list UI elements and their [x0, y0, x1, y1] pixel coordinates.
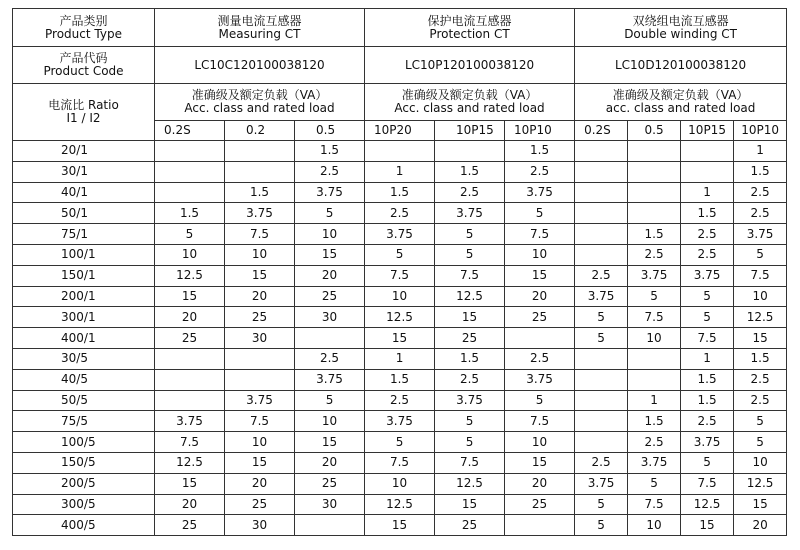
table-body — [13, 9, 787, 536]
value-cell — [295, 328, 365, 349]
value-cell: 20 — [505, 473, 575, 494]
value-cell: 7.5 — [435, 265, 505, 286]
value-cell: 5 — [295, 390, 365, 411]
value-cell: 5 — [681, 307, 734, 328]
ratio-cell: 200/5 — [13, 473, 155, 494]
ratio-cell: 150/1 — [13, 265, 155, 286]
group-protection-name-en: Protection CT — [429, 26, 510, 41]
value-cell: 20 — [155, 494, 225, 515]
ratio-label-zh: 电流比 Ratio — [48, 98, 119, 112]
group-protection-load — [365, 84, 575, 121]
value-cell: 3.75 — [365, 224, 435, 245]
value-cell: 5 — [575, 307, 628, 328]
value-cell: 7.5 — [734, 265, 787, 286]
group-double-winding-load-zh: 准确级及额定负载（VA） — [612, 88, 749, 102]
value-cell: 10 — [734, 286, 787, 307]
value-cell: 7.5 — [365, 452, 435, 473]
value-cell: 10 — [628, 515, 681, 536]
value-cell: 10 — [505, 244, 575, 265]
value-cell: 30 — [225, 328, 295, 349]
value-cell: 3.75 — [505, 182, 575, 203]
group-protection-code: LC10P120100038120 — [365, 47, 575, 84]
value-cell: 7.5 — [505, 411, 575, 432]
table-row — [13, 265, 787, 286]
table-row — [13, 244, 787, 265]
value-cell: 20 — [295, 452, 365, 473]
value-cell: 15 — [295, 432, 365, 453]
value-cell — [505, 515, 575, 536]
value-cell: 20 — [225, 473, 295, 494]
value-cell: 5 — [435, 411, 505, 432]
value-cell: 10 — [365, 286, 435, 307]
value-cell — [681, 141, 734, 162]
header-row-product-code — [13, 47, 787, 84]
value-cell: 1.5 — [295, 141, 365, 162]
value-cell — [575, 203, 628, 224]
value-cell: 2.5 — [628, 244, 681, 265]
value-cell: 5 — [575, 494, 628, 515]
value-cell: 20 — [155, 307, 225, 328]
value-cell: 10 — [365, 473, 435, 494]
value-cell — [225, 348, 295, 369]
value-cell: 12.5 — [365, 307, 435, 328]
group-measuring-name-en: Measuring CT — [218, 26, 301, 41]
table-row — [13, 182, 787, 203]
value-cell: 5 — [681, 286, 734, 307]
ratio-cell: 300/5 — [13, 494, 155, 515]
group-double-winding-name-en: Double winding CT — [624, 26, 737, 41]
value-cell — [575, 182, 628, 203]
group-measuring-name-zh: 测量电流互感器 — [217, 13, 302, 28]
value-cell — [575, 141, 628, 162]
value-cell — [681, 161, 734, 182]
value-cell: 7.5 — [435, 452, 505, 473]
value-cell: 5 — [365, 244, 435, 265]
value-cell: 15 — [225, 265, 295, 286]
value-cell — [225, 369, 295, 390]
value-cell: 12.5 — [681, 494, 734, 515]
value-cell — [365, 141, 435, 162]
product-code-label-zh: 产品代码 — [59, 51, 108, 65]
class-header: 10P15 — [681, 121, 734, 141]
value-cell: 5 — [734, 411, 787, 432]
value-cell: 2.5 — [681, 411, 734, 432]
ratio-cell: 150/5 — [13, 452, 155, 473]
value-cell: 5 — [505, 203, 575, 224]
value-cell: 10 — [505, 432, 575, 453]
value-cell: 20 — [225, 286, 295, 307]
class-header: 0.2 — [225, 121, 295, 141]
table-row — [13, 328, 787, 349]
value-cell: 2.5 — [681, 244, 734, 265]
value-cell: 1 — [681, 182, 734, 203]
value-cell: 15 — [435, 494, 505, 515]
value-cell — [225, 161, 295, 182]
ratio-cell: 40/1 — [13, 182, 155, 203]
value-cell: 3.75 — [295, 369, 365, 390]
value-cell: 7.5 — [155, 432, 225, 453]
value-cell: 1.5 — [155, 203, 225, 224]
value-cell: 5 — [734, 244, 787, 265]
value-cell: 20 — [734, 515, 787, 536]
value-cell: 5 — [575, 328, 628, 349]
value-cell: 7.5 — [225, 411, 295, 432]
value-cell: 2.5 — [505, 348, 575, 369]
value-cell — [628, 369, 681, 390]
ct-spec-table — [12, 8, 787, 536]
value-cell: 5 — [435, 432, 505, 453]
header-row-product-type — [13, 9, 787, 47]
value-cell — [628, 141, 681, 162]
value-cell — [628, 348, 681, 369]
table-row — [13, 286, 787, 307]
value-cell — [575, 348, 628, 369]
value-cell: 10 — [295, 411, 365, 432]
ratio-cell: 400/1 — [13, 328, 155, 349]
value-cell: 1.5 — [734, 161, 787, 182]
group-double-winding-name-zh: 双绕组电流互感器 — [632, 13, 729, 28]
value-cell — [155, 390, 225, 411]
value-cell: 1.5 — [505, 141, 575, 162]
ratio-cell: 100/1 — [13, 244, 155, 265]
value-cell: 1.5 — [628, 224, 681, 245]
value-cell: 3.75 — [575, 286, 628, 307]
group-measuring-code: LC10C120100038120 — [155, 47, 365, 84]
value-cell: 15 — [734, 328, 787, 349]
value-cell: 3.75 — [225, 390, 295, 411]
value-cell: 1 — [628, 390, 681, 411]
value-cell: 5 — [435, 224, 505, 245]
value-cell: 15 — [155, 473, 225, 494]
product-code-label — [13, 47, 155, 84]
group-double-winding-load — [575, 84, 787, 121]
value-cell: 3.75 — [628, 452, 681, 473]
value-cell: 10 — [628, 328, 681, 349]
table-row — [13, 432, 787, 453]
ratio-label — [13, 84, 155, 141]
value-cell: 25 — [505, 494, 575, 515]
group-protection-load-zh: 准确级及额定负载（VA） — [401, 88, 538, 102]
value-cell: 2.5 — [734, 390, 787, 411]
class-header: 10P15 — [435, 121, 505, 141]
product-type-label-en: Product Type — [45, 26, 122, 41]
value-cell: 10 — [225, 432, 295, 453]
value-cell: 5 — [365, 432, 435, 453]
value-cell: 2.5 — [734, 369, 787, 390]
value-cell — [155, 182, 225, 203]
product-type-label-zh: 产品类别 — [59, 13, 108, 28]
value-cell: 25 — [155, 515, 225, 536]
value-cell — [225, 141, 295, 162]
value-cell: 15 — [295, 244, 365, 265]
value-cell: 2.5 — [365, 203, 435, 224]
ratio-cell: 75/1 — [13, 224, 155, 245]
value-cell: 10 — [225, 244, 295, 265]
ratio-cell: 50/1 — [13, 203, 155, 224]
value-cell: 2.5 — [365, 390, 435, 411]
value-cell — [575, 224, 628, 245]
value-cell: 3.75 — [435, 390, 505, 411]
table-row — [13, 515, 787, 536]
value-cell: 1.5 — [365, 369, 435, 390]
group-double-winding-code: LC10D120100038120 — [575, 47, 787, 84]
value-cell: 20 — [505, 286, 575, 307]
table-row — [13, 141, 787, 162]
value-cell: 10 — [734, 452, 787, 473]
value-cell: 3.75 — [681, 432, 734, 453]
table-row — [13, 203, 787, 224]
table-row — [13, 390, 787, 411]
value-cell: 3.75 — [295, 182, 365, 203]
table-row — [13, 369, 787, 390]
value-cell: 30 — [295, 494, 365, 515]
product-code-label-en: Product Code — [43, 64, 124, 78]
class-header: 0.2S — [575, 121, 628, 141]
ratio-cell: 50/5 — [13, 390, 155, 411]
value-cell: 1.5 — [628, 411, 681, 432]
value-cell: 2.5 — [295, 161, 365, 182]
value-cell: 2.5 — [505, 161, 575, 182]
value-cell: 7.5 — [681, 473, 734, 494]
table-row — [13, 452, 787, 473]
value-cell: 12.5 — [435, 286, 505, 307]
value-cell: 1.5 — [681, 369, 734, 390]
ratio-cell: 200/1 — [13, 286, 155, 307]
table-row — [13, 411, 787, 432]
value-cell: 7.5 — [225, 224, 295, 245]
value-cell: 25 — [435, 328, 505, 349]
value-cell — [575, 432, 628, 453]
value-cell: 3.75 — [225, 203, 295, 224]
value-cell: 5 — [155, 224, 225, 245]
value-cell: 15 — [435, 307, 505, 328]
group-measuring-name — [155, 9, 365, 47]
value-cell: 1 — [734, 141, 787, 162]
table-row — [13, 224, 787, 245]
table-row — [13, 348, 787, 369]
value-cell: 5 — [628, 473, 681, 494]
group-double-winding-load-en: acc. class and rated load — [605, 101, 756, 115]
value-cell: 3.75 — [365, 411, 435, 432]
value-cell: 2.5 — [435, 182, 505, 203]
value-cell: 10 — [155, 244, 225, 265]
value-cell: 15 — [155, 286, 225, 307]
value-cell: 1.5 — [435, 161, 505, 182]
value-cell: 1.5 — [681, 390, 734, 411]
value-cell: 12.5 — [155, 265, 225, 286]
value-cell — [575, 244, 628, 265]
value-cell: 30 — [225, 515, 295, 536]
value-cell: 3.75 — [435, 203, 505, 224]
value-cell — [155, 141, 225, 162]
value-cell: 25 — [435, 515, 505, 536]
table-row — [13, 307, 787, 328]
ratio-cell: 30/5 — [13, 348, 155, 369]
value-cell — [155, 369, 225, 390]
value-cell: 7.5 — [628, 307, 681, 328]
class-header: 10P10 — [734, 121, 787, 141]
value-cell: 5 — [628, 286, 681, 307]
group-protection-name — [365, 9, 575, 47]
value-cell: 2.5 — [435, 369, 505, 390]
value-cell — [155, 161, 225, 182]
value-cell: 1 — [365, 161, 435, 182]
ratio-cell: 400/5 — [13, 515, 155, 536]
value-cell: 7.5 — [365, 265, 435, 286]
value-cell: 5 — [435, 244, 505, 265]
value-cell — [295, 515, 365, 536]
group-double-winding-name — [575, 9, 787, 47]
header-row-rated-load — [13, 84, 787, 121]
value-cell: 3.75 — [155, 411, 225, 432]
group-protection-name-zh: 保护电流互感器 — [427, 13, 512, 28]
value-cell: 7.5 — [628, 494, 681, 515]
value-cell — [575, 390, 628, 411]
table-row — [13, 473, 787, 494]
value-cell: 25 — [225, 494, 295, 515]
value-cell: 1.5 — [435, 348, 505, 369]
value-cell: 15 — [365, 515, 435, 536]
value-cell: 1 — [681, 348, 734, 369]
value-cell: 1.5 — [225, 182, 295, 203]
value-cell: 2.5 — [628, 432, 681, 453]
value-cell: 2.5 — [295, 348, 365, 369]
value-cell: 2.5 — [575, 452, 628, 473]
ratio-cell: 20/1 — [13, 141, 155, 162]
class-header: 0.2S — [155, 121, 225, 141]
value-cell: 1.5 — [365, 182, 435, 203]
value-cell: 3.75 — [734, 224, 787, 245]
value-cell: 2.5 — [681, 224, 734, 245]
class-header: 10P10 — [505, 121, 575, 141]
value-cell: 25 — [505, 307, 575, 328]
class-header: 0.5 — [295, 121, 365, 141]
value-cell: 3.75 — [628, 265, 681, 286]
value-cell: 5 — [295, 203, 365, 224]
value-cell: 12.5 — [155, 452, 225, 473]
value-cell: 2.5 — [734, 182, 787, 203]
ratio-cell: 40/5 — [13, 369, 155, 390]
value-cell: 12.5 — [734, 473, 787, 494]
value-cell: 7.5 — [505, 224, 575, 245]
value-cell: 3.75 — [681, 265, 734, 286]
value-cell: 5 — [505, 390, 575, 411]
group-measuring-load — [155, 84, 365, 121]
value-cell: 25 — [155, 328, 225, 349]
table-row — [13, 494, 787, 515]
value-cell: 15 — [681, 515, 734, 536]
value-cell: 15 — [734, 494, 787, 515]
value-cell — [575, 161, 628, 182]
group-measuring-load-en: Acc. class and rated load — [184, 101, 335, 115]
value-cell: 12.5 — [734, 307, 787, 328]
value-cell: 5 — [734, 432, 787, 453]
value-cell — [435, 141, 505, 162]
value-cell: 3.75 — [575, 473, 628, 494]
ratio-cell: 100/5 — [13, 432, 155, 453]
value-cell: 10 — [295, 224, 365, 245]
value-cell: 25 — [295, 473, 365, 494]
value-cell: 2.5 — [575, 265, 628, 286]
value-cell: 12.5 — [435, 473, 505, 494]
value-cell: 5 — [681, 452, 734, 473]
ratio-cell: 75/5 — [13, 411, 155, 432]
value-cell: 30 — [295, 307, 365, 328]
value-cell: 5 — [575, 515, 628, 536]
value-cell — [575, 369, 628, 390]
value-cell: 1.5 — [681, 203, 734, 224]
value-cell: 2.5 — [734, 203, 787, 224]
class-header: 0.5 — [628, 121, 681, 141]
value-cell — [628, 161, 681, 182]
value-cell: 3.75 — [505, 369, 575, 390]
ratio-cell: 300/1 — [13, 307, 155, 328]
value-cell: 15 — [505, 452, 575, 473]
value-cell — [628, 182, 681, 203]
value-cell — [575, 411, 628, 432]
value-cell: 1 — [365, 348, 435, 369]
value-cell: 20 — [295, 265, 365, 286]
table-row — [13, 161, 787, 182]
value-cell: 25 — [225, 307, 295, 328]
value-cell — [505, 328, 575, 349]
ratio-label-en: I1 / I2 — [66, 111, 101, 125]
value-cell: 15 — [225, 452, 295, 473]
product-type-label — [13, 9, 155, 47]
value-cell: 15 — [505, 265, 575, 286]
value-cell: 1.5 — [734, 348, 787, 369]
value-cell: 7.5 — [681, 328, 734, 349]
value-cell: 15 — [365, 328, 435, 349]
value-cell — [628, 203, 681, 224]
class-header: 10P20 — [365, 121, 435, 141]
group-measuring-load-zh: 准确级及额定负载（VA） — [191, 88, 328, 102]
value-cell — [155, 348, 225, 369]
value-cell: 12.5 — [365, 494, 435, 515]
ratio-cell: 30/1 — [13, 161, 155, 182]
group-protection-load-en: Acc. class and rated load — [394, 101, 545, 115]
value-cell: 25 — [295, 286, 365, 307]
